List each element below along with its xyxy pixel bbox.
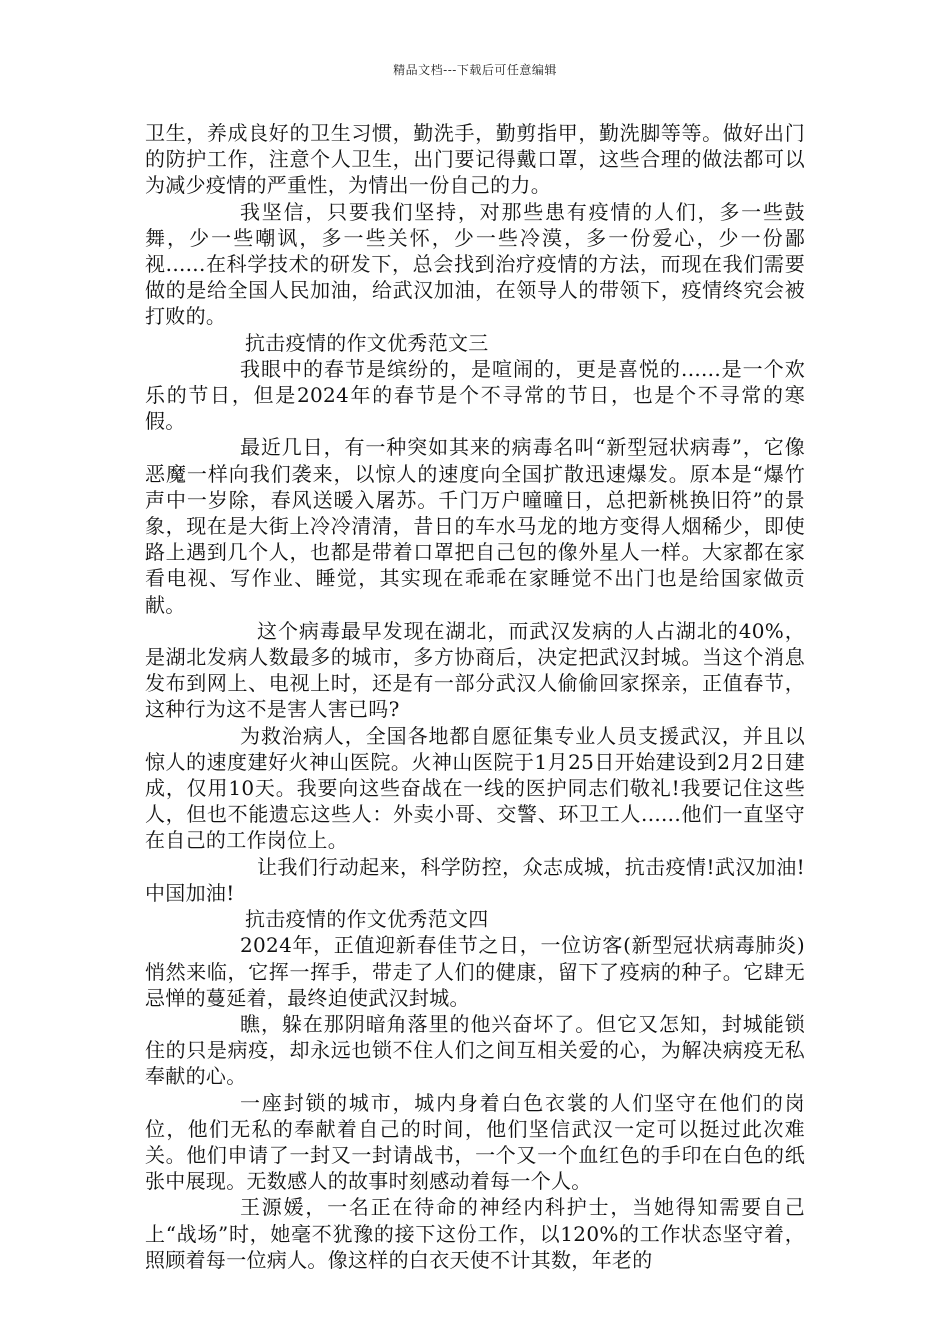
paragraph-call-to-action: 让我们行动起来，科学防控，众志成城，抗击疫情!武汉加油!中国加油! [145, 854, 805, 905]
paragraph-dark-corner: 瞧，躲在那阴暗角落里的他兴奋坏了。但它又怎知，封城能锁住的只是病疫，却永远也锁不住人们之间互相关爱的心，为解决病疫无私奉献的心。 [145, 1011, 805, 1089]
paragraph-huoshenshan: 为救治病人，全国各地都自愿征集专业人员支援武汉，并且以惊人的速度建好火神山医院。火神山医院于1月25日开始建设到2月2日建成，仅用10天。我要向这些奋战在一线的医护同志们敬礼!我要记住这些人，但也不能遗忘这些人：外卖小哥、交警、环卫工人......他们一直坚守在自己的工作岗位上。 [145, 723, 805, 853]
paragraph-virus-outbreak: 最近几日，有一种突如其来的病毒名叫“新型冠状病毒”，它像恶魔一样向我们袭来，以惊人的速度向全国扩散迅速爆发。原本是“爆竹声中一岁除，春风送暖入屠苏。千门万户曈曈日，总把新桃换旧符”的景象，现在是大街上冷冷清清，昔日的车水马龙的地方变得人烟稀少，即使路上遇到几个人，也都是带着口罩把自己包的像外星人一样。大家都在家看电视、写作业、睡觉，其实现在乖乖在家睡觉不出门也是给国家做贡献。 [145, 435, 805, 617]
paragraph-hygiene: 卫生，养成良好的卫生习惯，勤洗手，勤剪指甲，勤洗脚等等。做好出门的防护工作，注意个人卫生，出门要记得戴口罩，这些合理的做法都可以为减少疫情的严重性，为情出一份自己的力。 [145, 121, 805, 198]
section-heading-essay-three: 抗击疫情的作文优秀范文三 [245, 330, 489, 355]
paragraph-visitor: 2024年，正值迎新春佳节之日，一位访客(新型冠状病毒肺炎)悄然来临，它挥一挥手，带走了人们的健康，留下了疫病的种子。它肆无忌惮的蔓延着，最终迫使武汉封城。 [145, 933, 805, 1010]
document-body [145, 120, 805, 1273]
section-heading-essay-four: 抗击疫情的作文优秀范文四 [245, 907, 489, 932]
paragraph-nurse: 王源媛，一名正在待命的神经内科护士，当她得知需要自己上“战场”时，她毫不犹豫的接下这份工作，以120%的工作状态坚守着，照顾着每一位病人。像这样的白衣天使不计其数，年老的 [145, 1195, 805, 1272]
paragraph-spring-festival: 我眼中的春节是缤纷的，是喧闹的，更是喜悦的......是一个欢乐的节日，但是2024年的春节是个不寻常的节日，也是个不寻常的寒假。 [145, 356, 805, 434]
running-header: 精品文档---下载后可任意编辑 [393, 63, 557, 77]
paragraph-locked-city: 一座封锁的城市，城内身着白色衣裳的人们坚守在他们的岗位，他们无私的奉献着自己的时间，他们坚信武汉一定可以挺过此次难关。他们申请了一封又一封请战书，一个又一个血红色的手印在白色的纸张中展现。无数感人的故事时刻感动着每一个人。 [145, 1090, 805, 1194]
paragraph-belief: 我坚信，只要我们坚持，对那些患有疫情的人们，多一些鼓舞，少一些嘲讽，多一些关怀，少一些冷漠，多一份爱心，少一份鄙视......在科学技术的研发下，总会找到治疗疫情的方法，而现在我们需要做的是给全国人民加油，给武汉加油，在领导人的带领下，疫情终究会被打败的。 [145, 199, 805, 329]
paragraph-wuhan-lockdown: 这个病毒最早发现在湖北，而武汉发病的人占湖北的40%，是湖北发病人数最多的城市，多方协商后，决定把武汉封城。当这个消息发布到网上、电视上时，还是有一部分武汉人偷偷回家探亲，正值春节，这种行为这不是害人害已吗? [145, 618, 805, 722]
